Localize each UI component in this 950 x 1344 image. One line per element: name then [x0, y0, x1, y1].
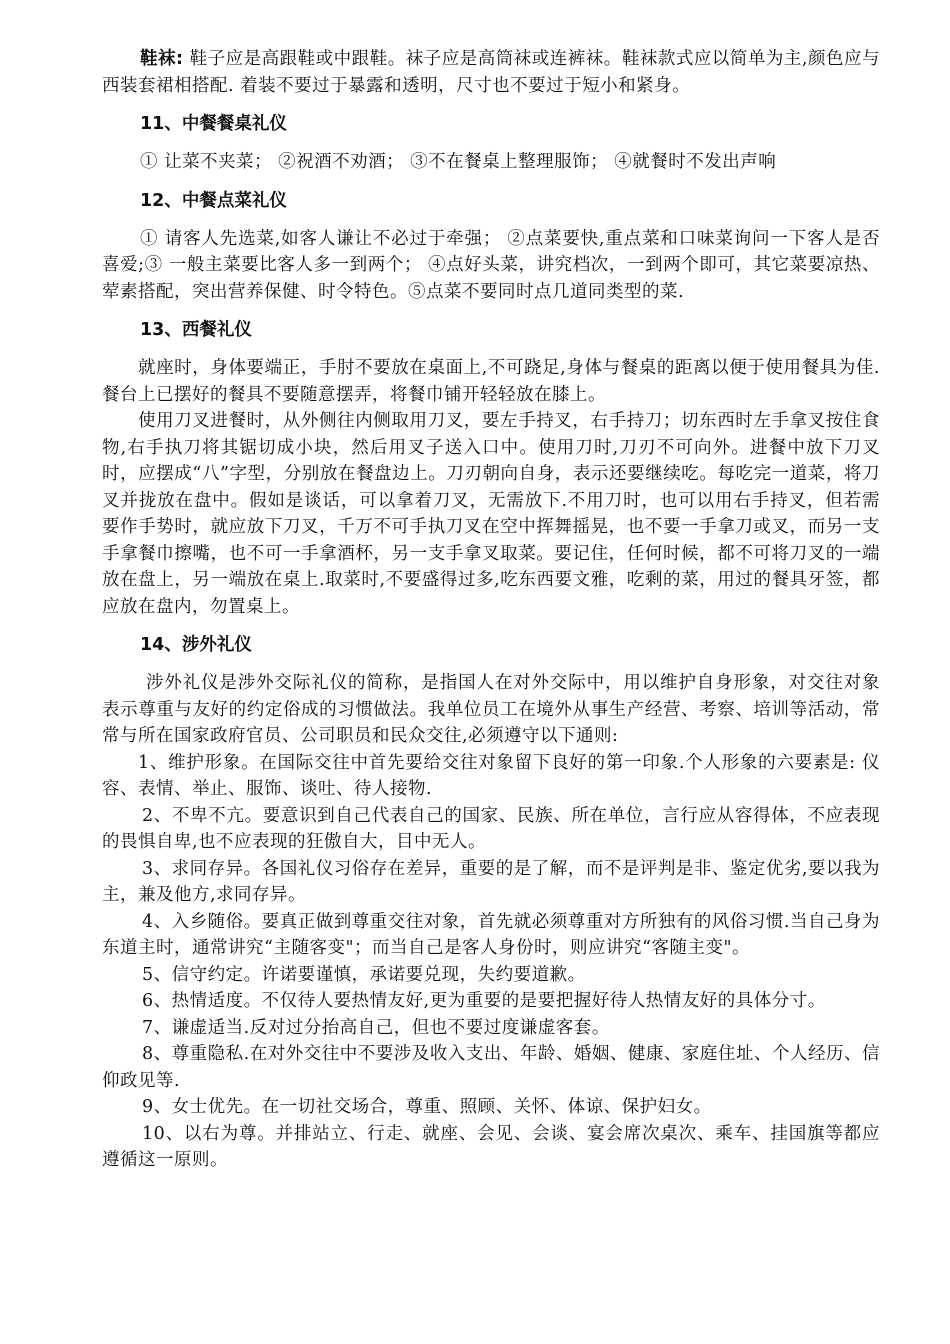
document-page	[102, 46, 880, 1174]
s14-item: 2、不卑不亢。要意识到自己代表自己的国家、民族、所在单位，言行应从容得体，不应表现的畏惧自卑,也不应表现的狂傲自大，目中无人。	[102, 805, 880, 852]
s14-item: 7、谦虚适当.反对过分抬高自己，但也不要过度谦虚客套。	[142, 1017, 610, 1038]
s13-paragraph-1: 就座时，身体要端正，手肘不要放在桌面上,不可跷足,身体与餐桌的距离以便于使用餐具为佳.餐台上已摆好的餐具不要随意摆弄，将餐巾铺开轻轻放在膝上。	[102, 358, 880, 405]
shoes-text: 鞋子应是高跟鞋或中跟鞋。袜子应是高筒袜或连裤袜。鞋袜款式应以简单为主,颜色应与西装套裙相搭配. 着装不要过于暴露和透明，尺寸也不要过于短小和紧身。	[102, 49, 881, 96]
heading-11: 11、中餐餐桌礼仪	[140, 114, 287, 134]
shoes-paragraph	[102, 46, 880, 99]
s14-item: 3、求同存异。各国礼仪习俗存在差异，重要的是了解，而不是评判是非、鉴定优劣,要以我为主，兼及他方,求同存异。	[102, 858, 880, 905]
heading-14: 14、涉外礼仪	[140, 635, 252, 655]
s14-item: 4、入乡随俗。要真正做到尊重交往对象，首先就必须尊重对方所独有的风俗习惯.当自己身为东道主时，通常讲究“主随客变"；而当自己是客人身份时，则应讲究“客随主变"。	[102, 911, 880, 958]
s14-item: 1、维护形象。在国际交往中首先要给交往对象留下良好的第一印象.个人形象的六要素是: 仪容、表情、举止、服饰、谈吐、待人接物.	[102, 752, 880, 799]
s14-item: 9、女士优先。在一切社交场合，尊重、照顾、关怀、体谅、保护妇女。	[142, 1097, 712, 1117]
heading-12: 12、中餐点菜礼仪	[140, 190, 287, 211]
s12-paragraph: ① 请客人先选菜,如客人谦让不必过于牵强； ②点菜要快,重点菜和口味菜询问一下客人是否喜爱;③ 一般主菜要比客人多一到两个； ④点好头菜，讲究档次，一到两个即可，其它菜要凉热、荤素搭配，突出营养保健、时令特色。⑤点菜不要同时点几道同类型的菜.	[102, 228, 880, 302]
s14-intro: 涉外礼仪是涉外交际礼仪的简称，是指国人在对外交际中，用以维护自身形象，对交往对象表示尊重与友好的约定俗成的习惯做法。我单位员工在境外从事生产经营、考察、培训等活动，常常与所在国家政府官员、公司职员和民众交往,必须遵守以下通则:	[102, 673, 880, 746]
heading-13: 13、西餐礼仪	[140, 320, 252, 340]
s14-item: 10、以右为尊。并排站立、行走、就座、会见、会谈、宴会席次桌次、乘车、挂国旗等都应遵循这一原则。	[102, 1123, 880, 1170]
s14-item: 6、热情适度。不仅待人要热情友好,更为重要的是要把握好待人热情友好的具体分寸。	[142, 991, 826, 1011]
s11-paragraph: ① 让菜不夹菜； ②祝酒不劝酒； ③不在餐桌上整理服饰； ④就餐时不发出声响	[140, 152, 777, 172]
shoes-lead: 鞋袜:	[140, 49, 184, 69]
s14-item: 8、尊重隐私.在对外交往中不要涉及收入支出、年龄、婚姻、健康、家庭住址、个人经历、信仰政见等.	[102, 1044, 880, 1091]
s13-paragraph-2: 使用刀叉进餐时，从外侧往内侧取用刀叉，要左手持叉，右手持刀；切东西时左手拿叉按住食物,右手执刀将其锯切成小块，然后用叉子送入口中。使用刀时,刀刃不可向外。进餐中放下刀叉时，应摆成“八”字型，分别放在餐盘边上。刀刃朝向自身，表示还要继续吃。每吃完一道菜，将刀叉并拢放在盘中。假如是谈话，可以拿着刀叉，无需放下.不用刀时，也可以用右手持叉，但若需要作手势时，就应放下刀叉，千万不可手执刀叉在空中挥舞摇晃，也不要一手拿刀或叉，而另一支手拿餐巾擦嘴，也不可一手拿酒杯，另一支手拿叉取菜。要记住，任何时候，都不可将刀叉的一端放在盘上，另一端放在桌上.取菜时,不要盛得过多,吃东西要文雅，吃剩的菜，用过的餐具牙签，都应放在盘内，勿置桌上。	[102, 411, 880, 617]
s14-item: 5、信守约定。许诺要谨慎，承诺要兑现，失约要道歉。	[142, 964, 586, 985]
